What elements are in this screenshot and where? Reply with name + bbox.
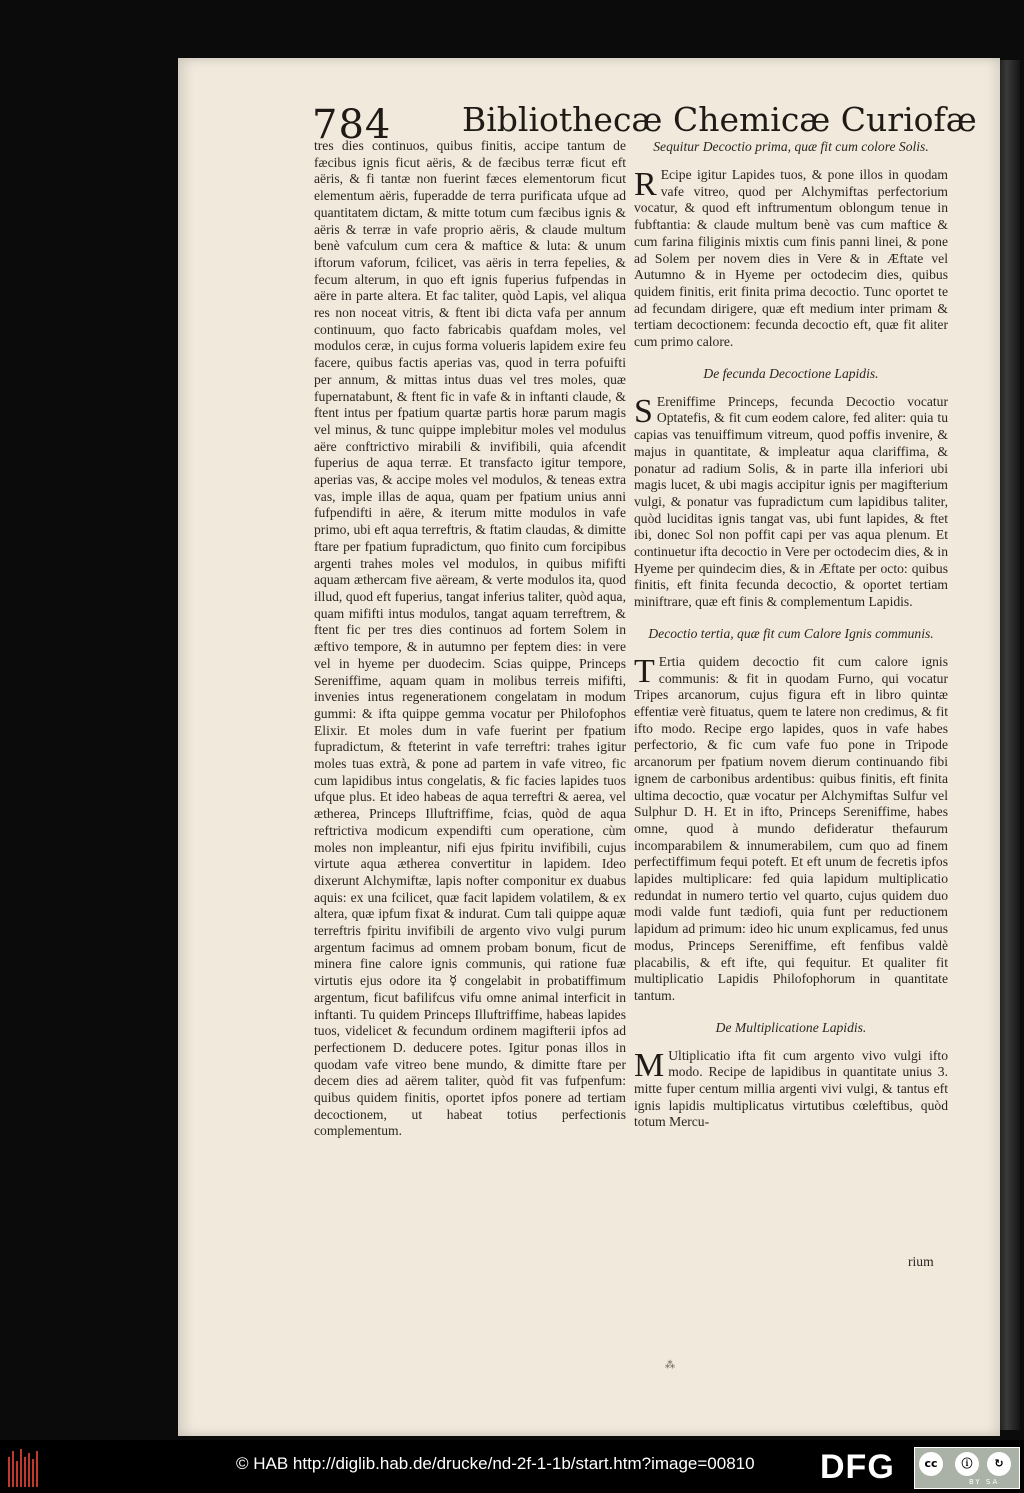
cc-license-labels: BY SA: [969, 1478, 1000, 1486]
share-alike-icon: ↻: [987, 1452, 1011, 1476]
paper-speck: ⁂: [665, 1360, 675, 1371]
paragraph-text: Ereniffime Princeps, fecunda Decoctio vocatur Optatefis, & fit cum eodem calore, fed aliter: quia tu capias vas tenuiffimum vitreum, quod poffis invenire, & majus in quantitate, & impleatur aqua clariffima, & ponatur ad radium Solis, & in parte illa inferiori ubi magis lucet, & ubi magis accipitur ignis per magifterium vulgi, & ponatur vas fupradictum cum lapidibus taliter, quòd luciditas ignis tangat vas, ubi funt lapides, & ftet ibi, donec Sol non poffit capi per vas aqua plenum. Et continuetur ifta decoctio in Vere per octodecim dies, & in Hyeme per quindecim dies, & in Æftate per octo: quibus finitis, eft finita fecunda decoctio, & oportet tertiam miniftrare, quæ eft finis & complementum Lapidis.: [634, 393, 948, 610]
running-head: Bibliothecæ Chemicæ Curiofæ: [462, 100, 977, 139]
dropcap-t: T: [634, 652, 655, 690]
dfg-logo: DFG: [820, 1448, 895, 1486]
viewer-footer: [0, 1440, 1024, 1493]
dropcap-s: S: [634, 392, 653, 430]
section-paragraph-secunda-decoctione: [634, 394, 948, 611]
paragraph-text: Ertia quidem decoctio fit cum calore ignis communis: & fit in quodam Furno, qui vocatur Tripes arcanorum, cujus figura eft in libro quintæ effentiæ verè fituatus, quem te latere non credimus, & fit ifto modo. Recipe ergo lapides, quos in vafe habes perfectorio, & fic cum vafe fuo pone in Tripode arcanorum per fpatium novem dierum continuando fibi ignem de carbonibus ardentibus: quibus finitis, eft finita ultima decoctio, quæ vocatur per Alchymiftas Sulfur vel Sulphur D. H. Et in ifto, Princeps Sereniffime, habes omne, quod à mundo defideratur thefaurum incomparabilem & innumerabilem, cum quo ad finem perfectiffimum fequi poteft. Et eft unum de fecretis ipfos lapides multiplicare: fed quia lapidum multiplicatio redundat in numero tertio vel quarto, cujus quidem duo modi valde funt tædiofi, quia funt per reductionem lapidum ad primum: ideo hic unum explicamus, fed unus modus, Princeps Sereniffime, eft fenfibus valdè placabilis, & eft ifte, qui fequitur. Et qualiter fit multiplicatio Lapidis Philofophorum in quantitate tantum.: [634, 653, 948, 1003]
catchword: rium: [908, 1254, 934, 1269]
section-heading-decoctio-prima: Sequitur Decoctio prima, quæ fit cum colore Solis.: [653, 139, 929, 154]
left-column-text: tres dies continuos, quibus finitis, accipe tantum de fæcibus ignis ficut aëris, & de fæcibus terræ ficut eft aëris, & fi tantæ non fuerint fæces elementorum ficut elementum aëris, fuperadde de terra purificata ufque ad quantitatem dictam, & mitte totum cum fæcibus ignis & aëris & terræ in vafe proprio aëris, & claude multum benè vafculum cum cera & maftice & luta: & unum iftorum vaforum, fcilicet, vas aëris in terra fepelies, & fecum alterum, in quo eft ignis fuperius fufpendas in aëre in parte altera. Et fac taliter, quòd Lapis, vel aliqua res non noceat vitris, & ftent ibi dicta vafa per annum continuum, quo facto fabricabis quafdam moles, vel modulos ceræ, in cujus forma volueris lapidem exire feu facere, quibus factis aperias vas, quod in terra pofuifti per annum, & mittas intus duas vel tres moles, quæ fupernatabunt, & ftent fic in vafe & in inftanti claude, & ftent intus per fpatium quartæ partis horæ parum magis vel minus, & tunc quippe implebitur moles vel modulus aëre conftrictivo mirabili & invifibili, quia afcendit fuperius de aqua terræ. Et transfacto igitur tempore, aperias vas, & accipe moles vel modulos, & teneas extra vas, imple illas de aqua, quam per fpatium unius anni fufpendifti in aëre, & iterum mitte modulos in vafe primo, ubi eft aqua terreftris, & ftatim claudas, & dimitte ftare per fpatium fupradictum, quo finito cum forcipibus argenti trahes moles vel modulos, in quibus mififti aquam æthercam five aëream, & verte modulos ita, quod illud, quod eft fuperius, tangat inferius taliter, quòd aqua, quam mififti intus modulos, tangat aquam terreftrem, & ftent fic per tres dies continuos ad fortem Solem in æftivo tempore, & in autumno per feptem dies: in vere vel in hyeme per duodecim. Scias quippe, Princeps Sereniffime, aquam quam in molibus terreis mififti, invenies intus regenerationem congelatam in modum gummi: & ifta quippe gemma vocatur per Philofophos Elixir. Et moles dum in vafe fuerint per fpatium fupradictum, & fteterint in vafe terreftri: trahes igitur moles tuas extrà, & pone ad partem in vafe vitreo, fic cum lapidibus intus congelatis, & fic facies lapides tuos ufque plus. Et ideo habeas de aqua terreftri & aerea, vel ætherea, Princeps Illuftriffime, fcias, quòd de aqua reftrictiva modicum expendifti cum operatione, cùm moles non impleantur, nifi ejus fpiritu invifibili, cujus virtute aqua ætherea convertitur in lapidem. Ideo dixerunt Alchymiftæ, lapis nofter componitur ex duabus aquis: ex una fcilicet, quæ facit lapidem volatilem, & ex altera, quæ ipfum fixat & indurat. Cum tali quippe aquæ terreftris fpiritu invifibili de argento vivo vulgi purum argentum facimus ad omnem probam bonum, ficut de minera fine calore ignis communis, qui ratione fuæ virtutis ejus odore ita ☿ congelabit in probatiffimum argentum, ficut bafilifcus vifu omne animal interficit in inftanti. Tu quidem Princeps Illuftriffime, habeas lapides tuos, videlicet & fecundum ordinem magifterii ipfos ad perfectionem D. deducere potes. Igitur ponas illos in quodam vafe vitreo bene mundo, & dimitte ftare per decem dies ad aërem taliter, quòd fit vas fufpenfum: quibus quidem finitis, oportet ipfos ponere ad tertiam decoctionem, ut habeat totius perfectionis complementum.: [314, 138, 626, 1139]
copyright-link[interactable]: © HAB http://diglib.hab.de/drucke/nd-2f-1-1b/start.htm?image=00810: [236, 1454, 755, 1473]
cc-icon: cc: [919, 1452, 943, 1476]
section-heading-multiplicatione: De Multiplicatione Lapidis.: [715, 1019, 867, 1035]
book-page: [178, 58, 1000, 1436]
page-number: 784: [312, 102, 392, 148]
section-heading-secunda-decoctione: De fecunda Decoctione Lapidis.: [703, 365, 879, 381]
right-column: [634, 138, 948, 1131]
section-paragraph-decoctio-tertia: [634, 654, 948, 1005]
section-heading-decoctio-tertia: Decoctio tertia, quæ fit cum Calore Ignis communis.: [648, 625, 934, 641]
book-spine: [998, 60, 1020, 1430]
cc-license-badge[interactable]: [914, 1447, 1020, 1489]
left-column: [314, 138, 626, 1140]
by-person-icon: ⓘ: [955, 1452, 979, 1476]
dropcap-r: R: [634, 166, 657, 203]
section-paragraph-multiplicatione: [634, 1048, 948, 1132]
paragraph-text: Ultiplicatio ifta fit cum argento vivo vulgi ifto modo. Recipe de lapidibus in quantitate unius 3. mitte fuper centum millia argenti vivi vulgi, & tantus eft ignis lapidis multiplicatus virtutibus cœleftibus, quòd totum Mercu-: [634, 1047, 948, 1130]
dropcap-m: M: [634, 1046, 665, 1084]
section-paragraph-decoctio-prima: [634, 167, 948, 351]
paragraph-text: Ecipe igitur Lapides tuos, & pone illos in quodam vafe vitreo, quod per Alchymiftas perfectorium vocatur, & quod eft inftrumentum oblongum tenue in fubftantia: & claude multum benè vas cum maftice & cum farina filiginis mixtis cum finis panni linei, & pone ad Solem per novem dies in Vere & in Æftate vel Autumno & in Hyeme per octodecim dies, quibus quidem finitis, erit finita prima decoctio. Tunc oportet te ad fecundam dirigere, quæ eft medium inter primam & tertiam decoctionem: fecunda decoctio eft, quæ fit aliter cum primo calore.: [634, 167, 948, 350]
hab-logo-icon: [8, 1449, 38, 1487]
